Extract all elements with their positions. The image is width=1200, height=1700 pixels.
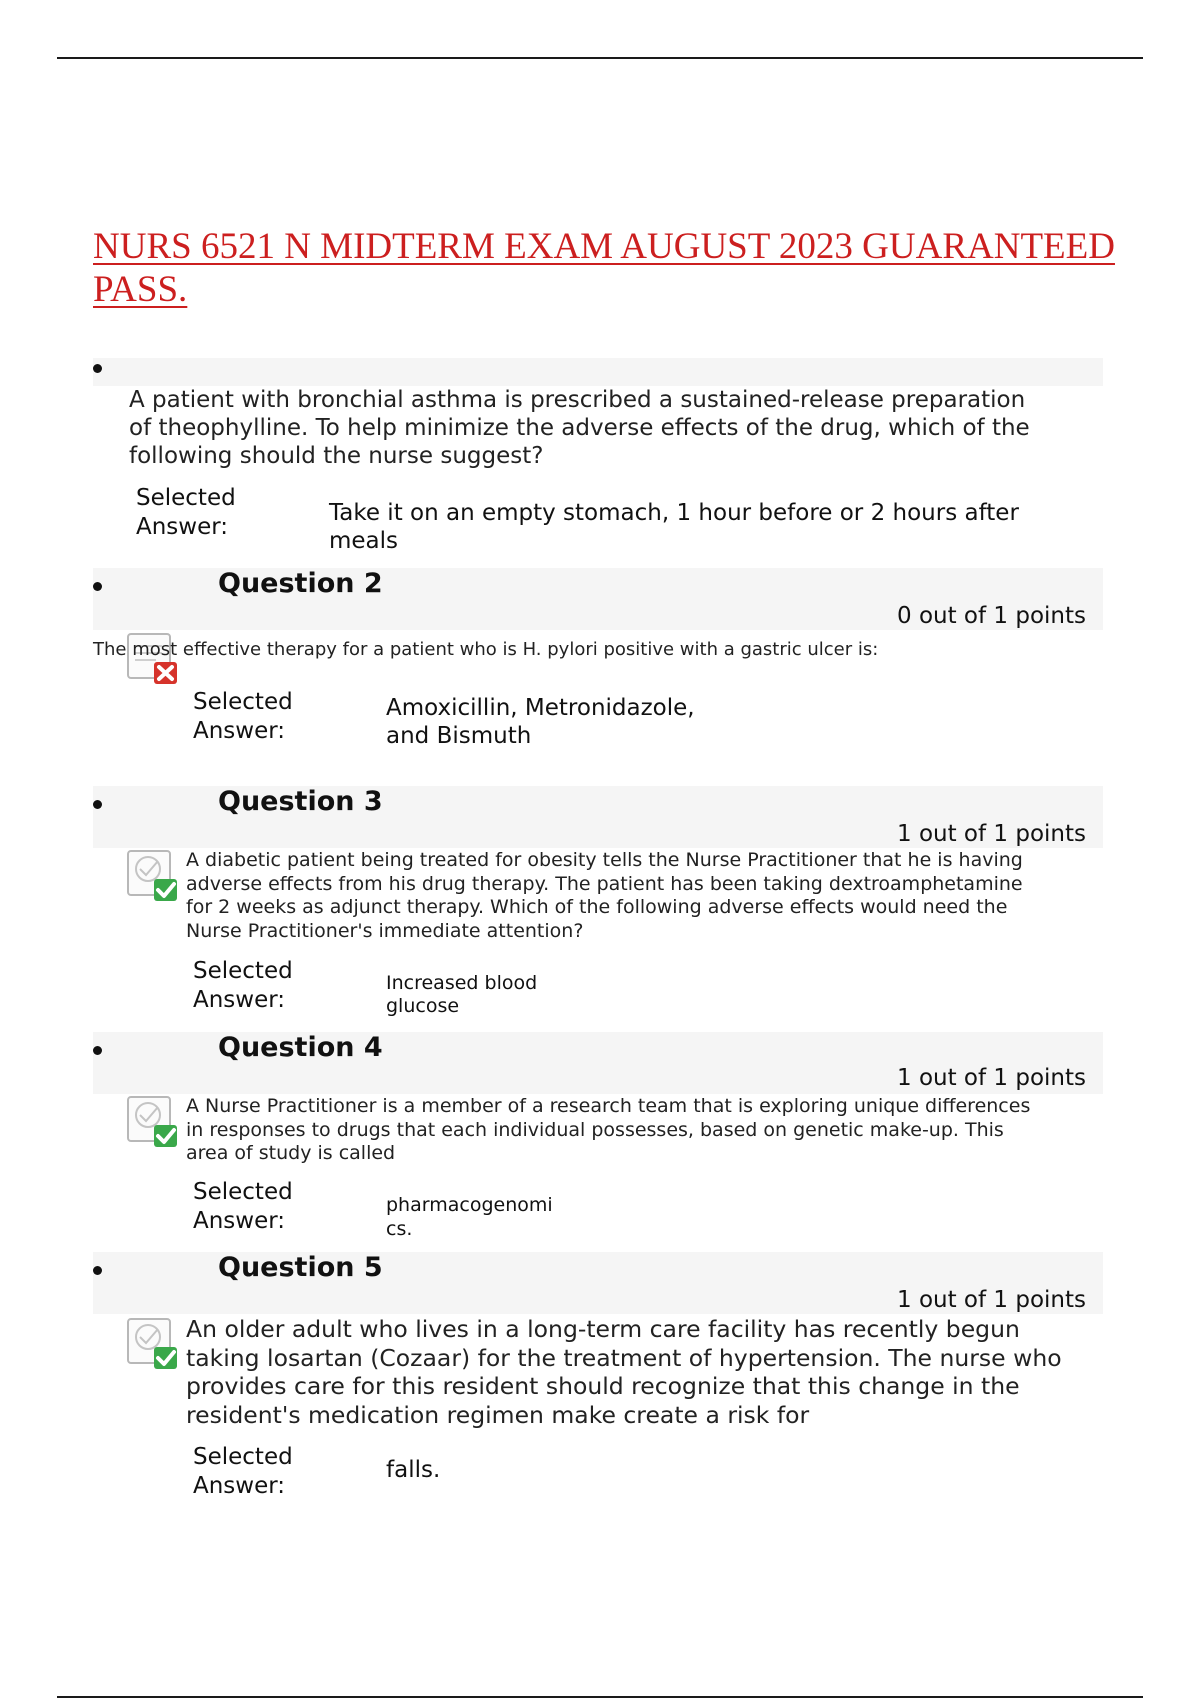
question-points: 0 out of 1 points — [897, 603, 1086, 629]
correct-icon — [126, 849, 180, 903]
top-rule — [57, 57, 1143, 59]
selected-answer: falls. — [386, 1457, 441, 1483]
bullet — [93, 582, 102, 591]
question-header-band — [93, 358, 1103, 386]
question-points: 1 out of 1 points — [897, 1065, 1086, 1091]
question-points: 1 out of 1 points — [897, 1287, 1086, 1313]
bullet — [93, 1046, 102, 1055]
selected-answer: Amoxicillin, Metronidazole, and Bismuth — [386, 695, 695, 749]
question-heading: Question 5 — [218, 1252, 383, 1283]
question-text: An older adult who lives in a long-term care facility has recently begun taking losartan (Cozaar) for the treatment of hypertension. The nurse who provides care for this resident should recognize that this change in the resident's medication regimen make create a risk for — [186, 1315, 1062, 1429]
selected-answer-label: Selected Answer: — [193, 689, 293, 744]
page-title: NURS 6521 N MIDTERM EXAM AUGUST 2023 GUARANTEED PASS. — [93, 226, 1115, 310]
question-text: A Nurse Practitioner is a member of a research team that is exploring unique differences in responses to drugs that each individual possesses, based on genetic make-up. This area of study is called — [186, 1095, 1031, 1164]
bullet — [93, 364, 102, 373]
question-text: A diabetic patient being treated for obesity tells the Nurse Practitioner that he is having adverse effects from his drug therapy. The patient has been taking dextroamphetamine for 2 weeks as adjunct therapy. Which of the following adverse effects would need the Nurse Practitioner's immediate attention? — [186, 849, 1023, 942]
correct-icon — [126, 1317, 180, 1371]
selected-answer: Take it on an empty stomach, 1 hour before or 2 hours after meals — [329, 500, 1019, 554]
bottom-rule — [57, 1696, 1143, 1698]
selected-answer-label: Selected Answer: — [193, 1179, 293, 1234]
selected-answer: pharmacogenomics. — [386, 1194, 553, 1240]
bullet — [93, 800, 102, 809]
selected-answer: Increased blood glucose — [386, 972, 538, 1017]
question-heading: Question 4 — [218, 1032, 383, 1063]
question-text: A patient with bronchial asthma is prescribed a sustained-release preparation of theophylline. To help minimize the adverse effects of the drug, which of the following should the nurse suggest? — [129, 387, 1030, 469]
correct-icon — [126, 1095, 180, 1149]
selected-answer-label: Selected Answer: — [193, 1444, 293, 1499]
selected-answer-label: Selected Answer: — [136, 485, 236, 540]
question-points: 1 out of 1 points — [897, 821, 1086, 847]
question-heading: Question 2 — [218, 568, 383, 599]
question-heading: Question 3 — [218, 786, 383, 817]
question-text: The most effective therapy for a patient who is H. pylori positive with a gastric ulcer is: — [93, 639, 879, 660]
selected-answer-label: Selected Answer: — [193, 958, 293, 1013]
bullet — [93, 1266, 102, 1275]
